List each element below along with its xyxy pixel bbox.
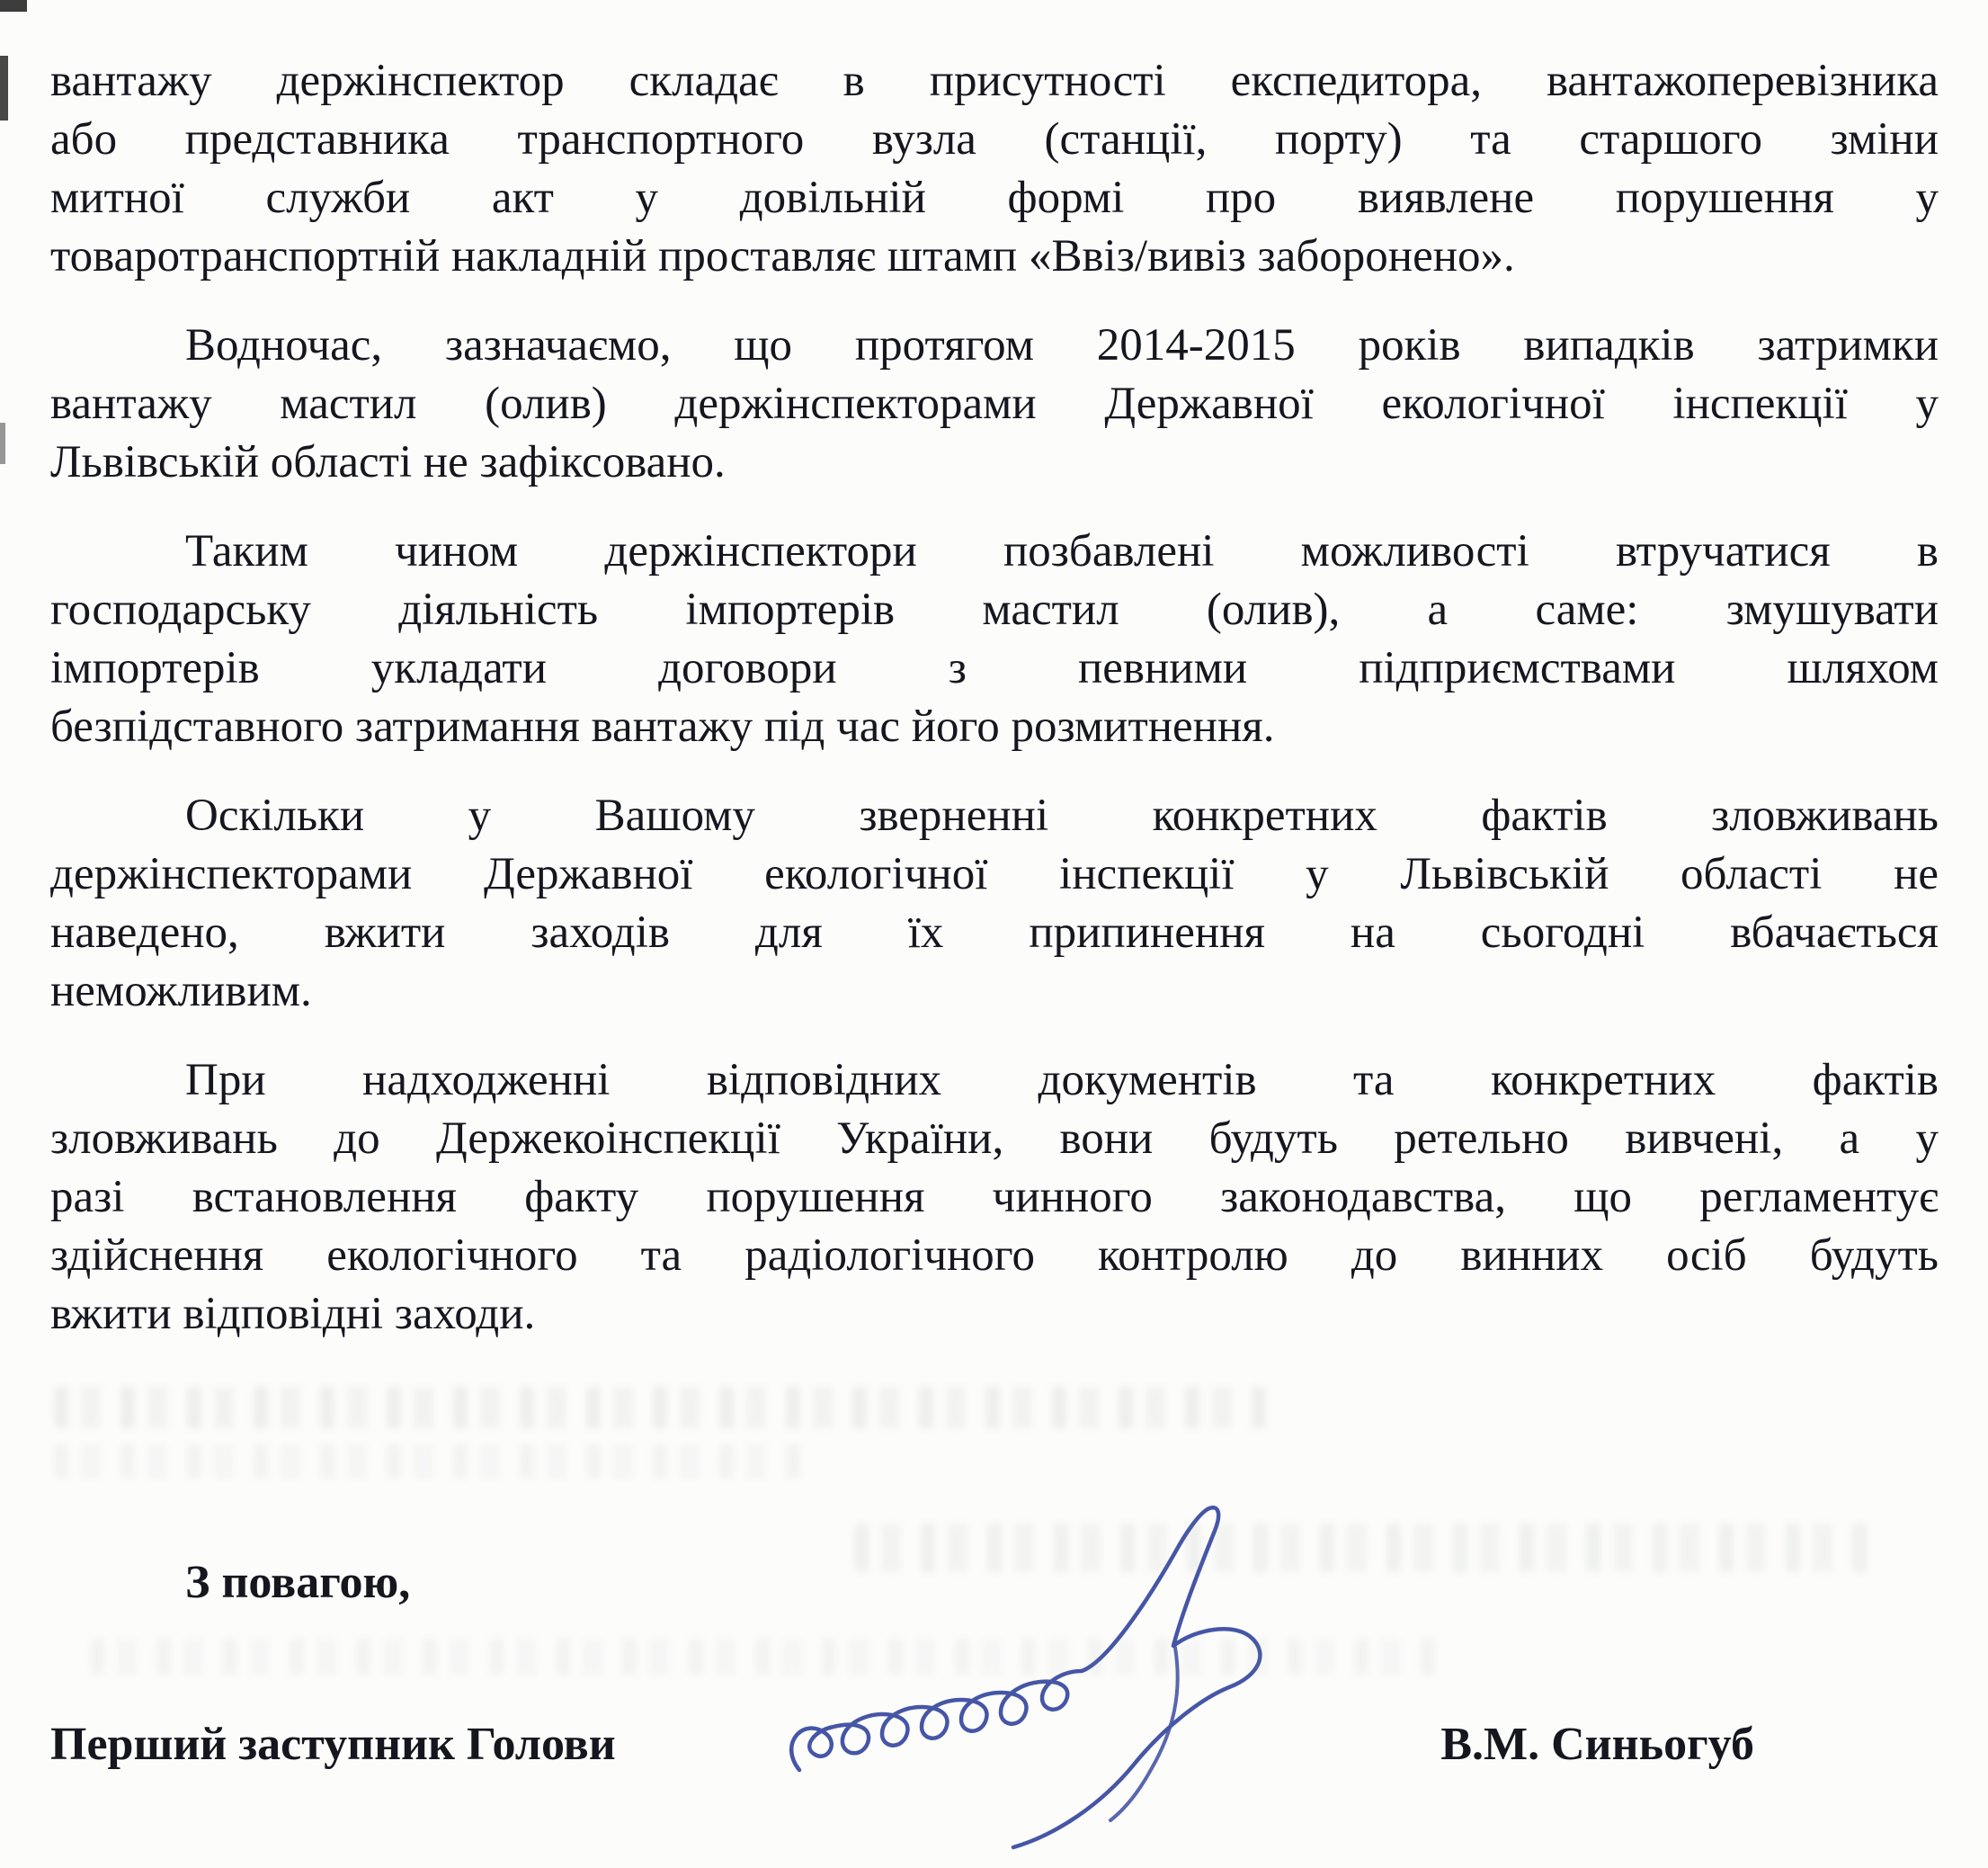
signer-title: Перший заступник Голови bbox=[50, 1719, 616, 1770]
paragraph-1 bbox=[50, 52, 1939, 286]
text-line: імпортерів укладати договори з певними підприємствами шляхом bbox=[50, 643, 1939, 693]
text-line: разі встановлення факту порушення чинного законодавства, що регламентує bbox=[50, 1172, 1939, 1222]
scan-edge-artifact bbox=[0, 423, 5, 464]
paragraph-5 bbox=[50, 1051, 1939, 1344]
text-line: При надходженні відповідних документів та конкретних фактів bbox=[185, 1055, 1939, 1105]
scan-edge-artifact bbox=[0, 56, 8, 121]
text-line: Водночас, зазначаємо, що протягом 2014-2015 років випадків затримки bbox=[185, 320, 1939, 371]
text-line: вжити відповідні заходи. bbox=[50, 1289, 536, 1339]
paragraph-4 bbox=[50, 787, 1939, 1021]
closing-salutation: З повагою, bbox=[185, 1557, 411, 1608]
text-line: вантажу держінспектор складає в присутності експедитора, вантажоперевізника bbox=[50, 56, 1939, 106]
text-line: вантажу мастил (олив) держінспекторами Державної екологічної інспекції у bbox=[50, 379, 1939, 429]
text-line: Оскільки у Вашому зверненні конкретних фактів зловживань bbox=[185, 791, 1939, 841]
text-line: зловживань до Держекоінспекції України, вони будуть ретельно вивчені, а у bbox=[50, 1113, 1939, 1164]
text-line: здійснення екологічного та радіологічного контролю до винних осіб будуть bbox=[50, 1230, 1939, 1281]
text-line: митної служби акт у довільній формі про виявлене порушення у bbox=[50, 173, 1939, 223]
text-line: Таким чином держінспектори позбавлені можливості втручатися в bbox=[185, 526, 1939, 576]
letter-body bbox=[50, 52, 1939, 1774]
signer-name: В.М. Синьогуб bbox=[1440, 1719, 1754, 1770]
scan-edge-artifact bbox=[0, 0, 27, 12]
text-line: наведено, вжити заходів для їх припинення на сьогодні вбачається bbox=[50, 907, 1939, 958]
bleed-through-artifact bbox=[854, 1524, 1870, 1572]
signature-block bbox=[50, 1715, 1939, 1774]
text-line: держінспекторами Державної екологічної інспекції у Львівській області не bbox=[50, 849, 1939, 899]
text-line: неможливим. bbox=[50, 966, 312, 1016]
text-line: товаротранспортній накладній проставляє штамп «Ввіз/вивіз заборонено». bbox=[50, 231, 1515, 282]
text-line: безпідставного затримання вантажу під час його розмитнення. bbox=[50, 702, 1275, 752]
text-line: Львівській області не зафіксовано. bbox=[50, 437, 726, 487]
bleed-through-artifact bbox=[54, 1444, 809, 1479]
text-line: господарську діяльність імпортерів мастил (олив), а саме: змушувати bbox=[50, 585, 1939, 635]
text-line: або представника транспортного вузла (станції, порту) та старшого зміни bbox=[50, 114, 1939, 165]
paragraph-2 bbox=[50, 317, 1939, 492]
bleed-through-artifact bbox=[54, 1387, 1268, 1428]
paragraph-3 bbox=[50, 523, 1939, 756]
bleed-through-artifact bbox=[90, 1639, 1439, 1675]
